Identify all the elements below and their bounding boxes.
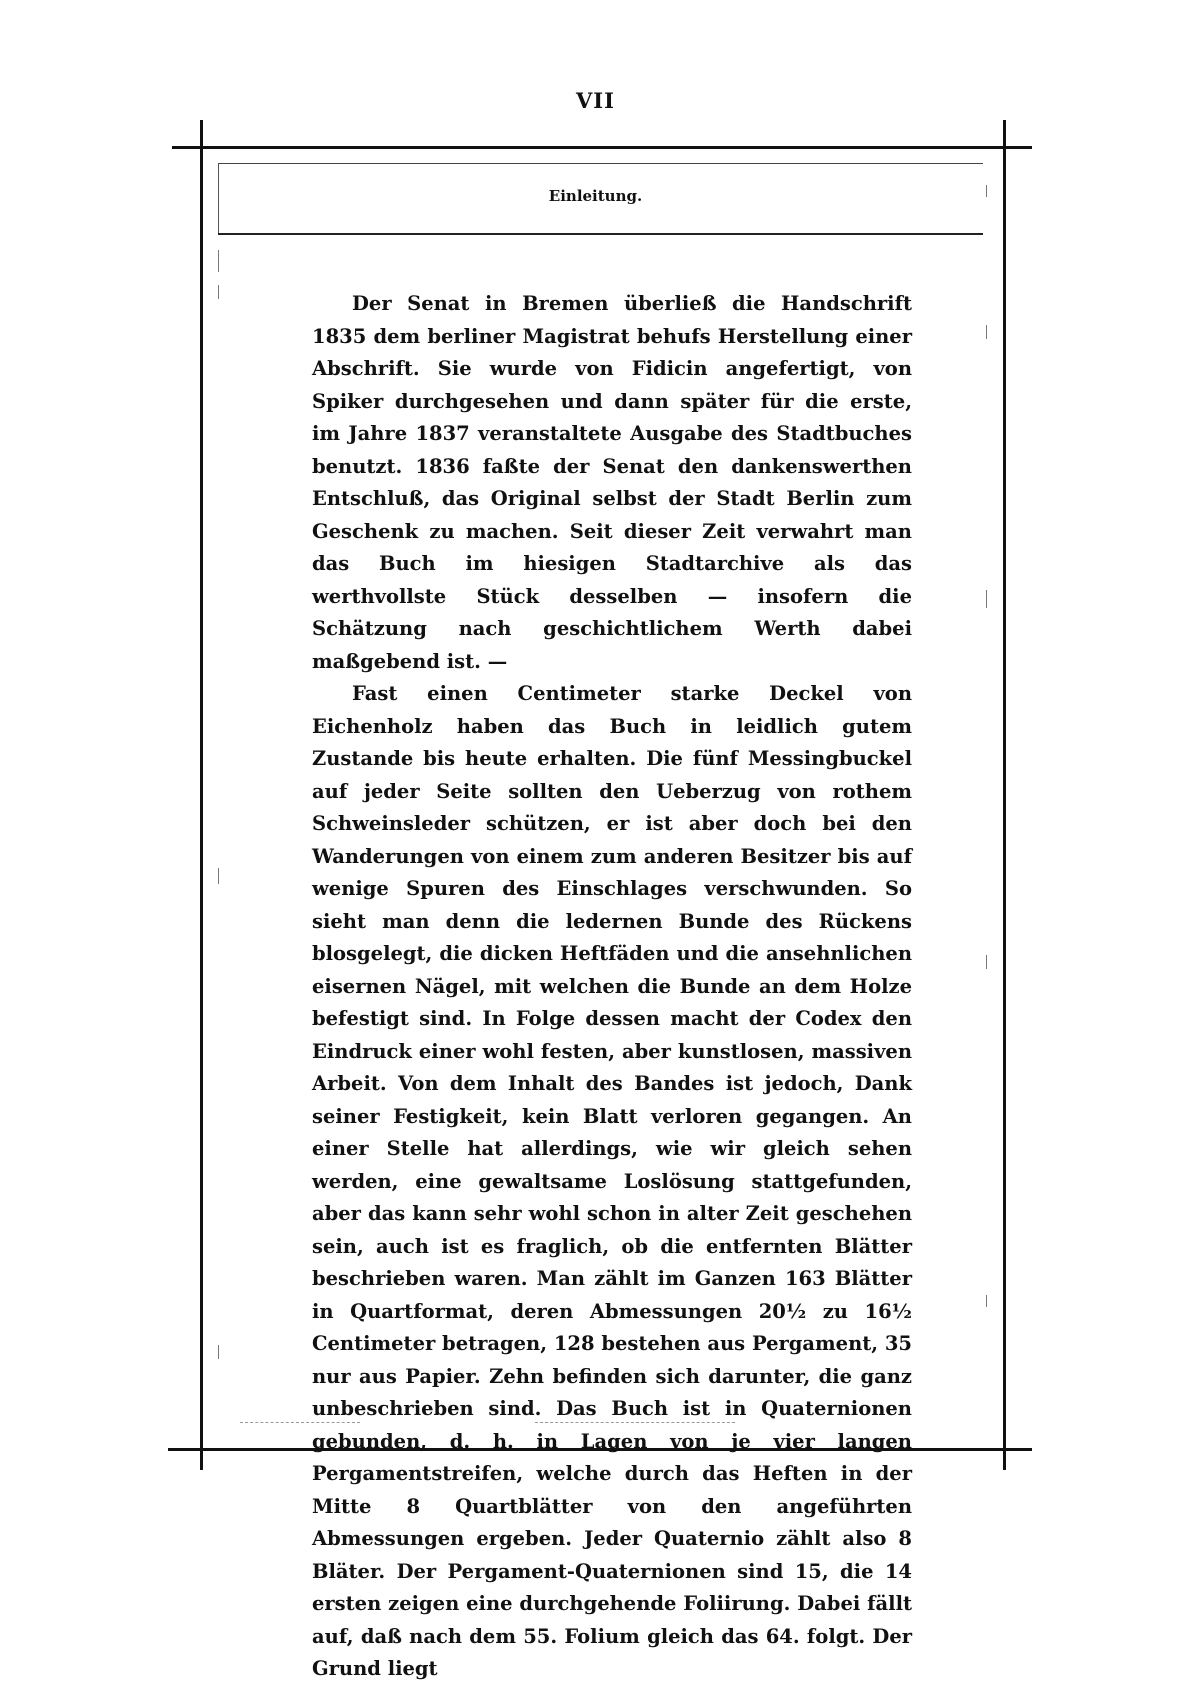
left-frame-bar <box>200 120 203 1470</box>
bottom-dashed-line <box>535 1422 735 1424</box>
right-frame-bar <box>1003 120 1006 1470</box>
left-margin-tick <box>218 285 219 299</box>
header-box-top <box>218 163 983 164</box>
section-title: Einleitung. <box>548 187 643 205</box>
right-margin-tick <box>986 955 987 969</box>
bottom-dashed-line <box>240 1422 360 1424</box>
paragraph-2: Fast einen Centimeter starke Deckel von Eichenholz haben das Buch in leidlich gutem Zustande bis heute erhalten. Die fünf Messingbuckel auf jeder Seite sollten den Ueberzug von rothem Schweinsleder schützen, er ist aber doch bei den Wanderungen von einem zum anderen Besitzer bis auf wenige Spuren des Einschlages verschwunden. So sieht man denn die ledernen Bunde des Rückens blosgelegt, die dicken Heftfäden und die ansehnlichen eisernen Nägel, mit welchen die Bunde an dem Holze befestigt sind. In Folge dessen macht der Codex den Eindruck einer wohl festen, aber kunstlosen, massiven Arbeit. Von dem Inhalt des Bandes ist jedoch, Dank seiner Festigkeit, kein Blatt verloren gegangen. An einer Stelle hat allerdings, wie wir gleich sehen werden, eine gewaltsame Loslösung stattgefunden, aber das kann sehr wohl schon in alter Zeit geschehen sein, auch ist es fraglich, ob die entfernten Blätter beschrieben waren. Man zählt im Ganzen 163 Blätter in Quartformat, deren Abmessungen 20½ zu 16½ Centimeter betragen, 128 bestehen aus Pergament, 35 nur aus Papier. Zehn befinden sich darunter, die ganz unbeschrieben sind. Das Buch ist in Quaternionen gebunden, d. h. in Lagen von je vier langen Pergamentstreifen, welche durch das Heften in der Mitte 8 Quartblätter von den angeführten Abmessungen ergeben. Jeder Quaternio zählt also 8 Bläter. Der Pergament-Quaternionen sind 15, die 14 ersten zeigen eine durchgehende Foliirung. Dabei fällt auf, daß nach dem 55. Folium gleich das 64. folgt. Der Grund liegt <box>312 682 912 1680</box>
right-margin-tick <box>986 590 987 608</box>
right-margin-tick <box>986 185 987 197</box>
right-margin-tick <box>986 1295 987 1307</box>
left-margin-tick <box>218 1345 219 1359</box>
paragraph-1: Der Senat in Bremen überließ die Handschrift 1835 dem berliner Magistrat behufs Herstellung einer Abschrift. Sie wurde von Fidicin angefertigt, von Spiker durchgesehen und dann später für die erste, im Jahre 1837 veranstaltete Ausgabe des Stadtbuches benutzt. 1836 faßte der Senat den dankenswerthen Entschluß, das Original selbst der Stadt Berlin zum Geschenk zu machen. Seit dieser Zeit verwahrt man das Buch im hiesigen Stadtarchive als das werthvollste Stück desselben — insofern die Schätzung nach geschichtlichem Werth dabei maßgebend ist. — <box>312 292 912 673</box>
left-margin-tick <box>218 250 219 272</box>
right-margin-tick <box>986 325 987 339</box>
left-margin-tick <box>218 868 219 884</box>
body-text <box>312 288 912 1686</box>
top-frame-rule <box>172 146 1032 149</box>
header-box-bottom <box>218 233 983 235</box>
page-number: VII <box>576 88 615 113</box>
